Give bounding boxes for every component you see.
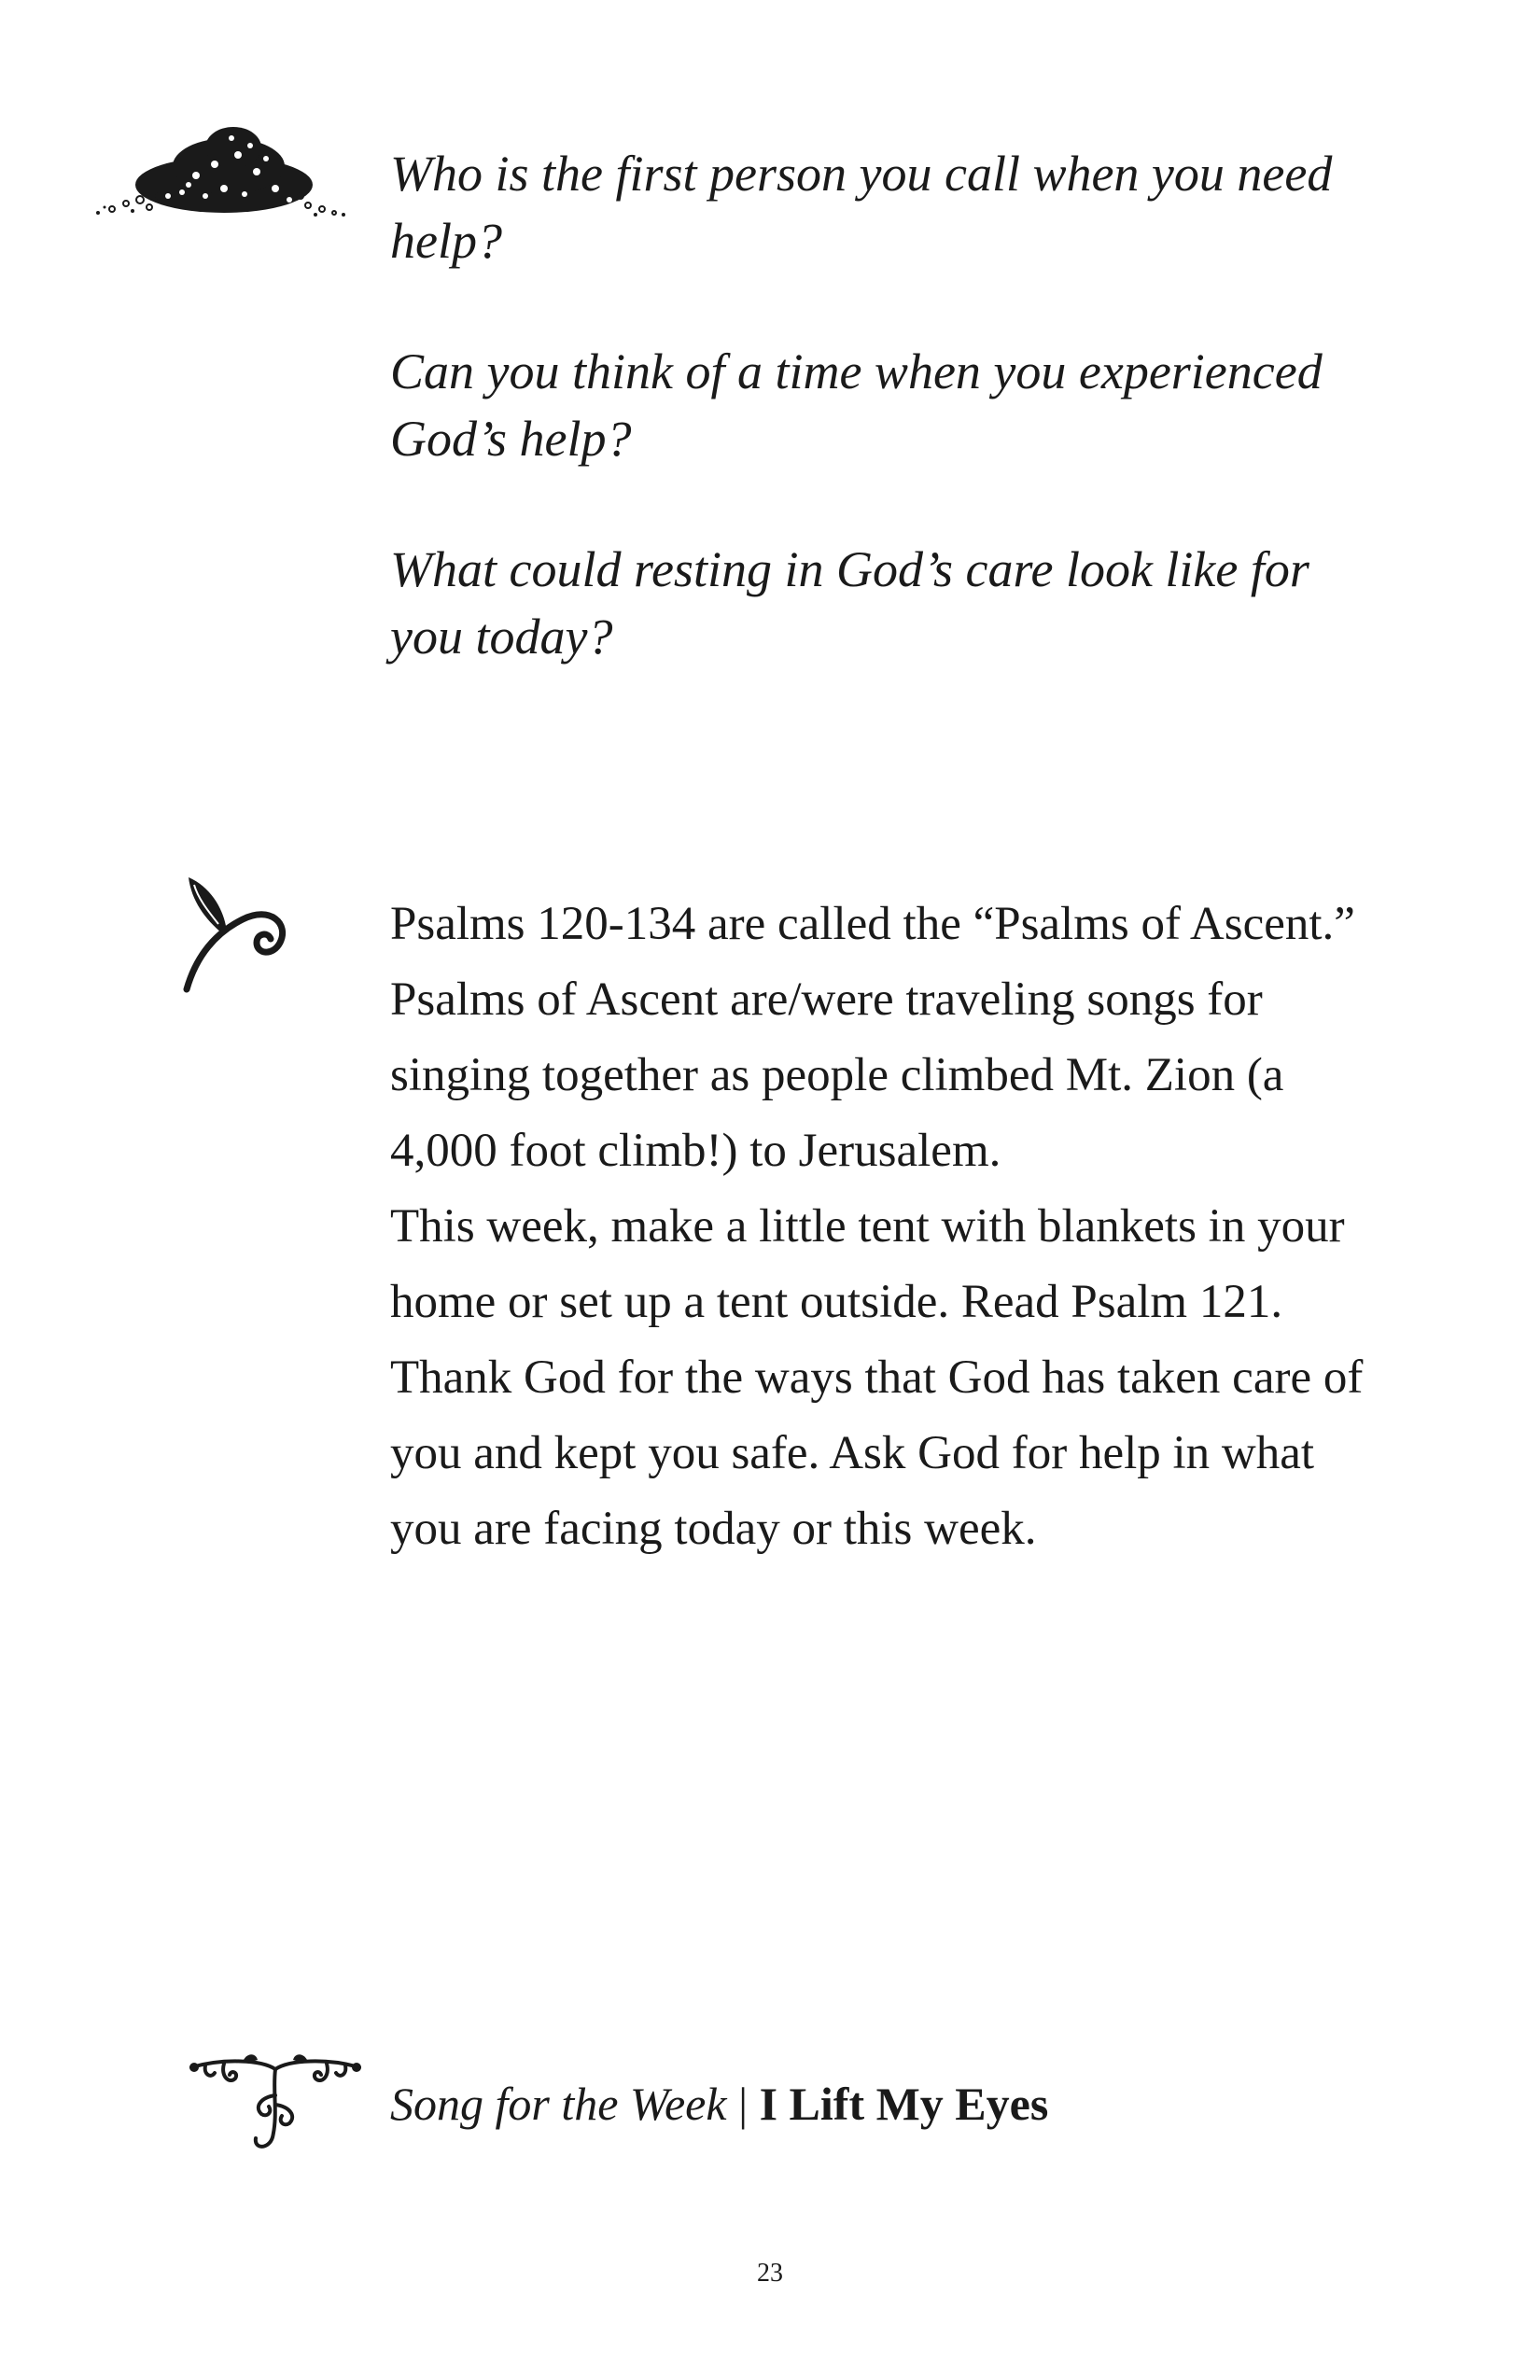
page-number: 23 — [757, 2259, 783, 2288]
mound-icon — [84, 110, 355, 231]
question-1: Who is the first person you call when you need help? — [390, 146, 1333, 269]
question-2: Can you think of a time when you experienced God’s help? — [390, 343, 1323, 467]
question-3: What could resting in God’s care look like for you today? — [390, 541, 1309, 665]
vine-ornament-icon — [187, 2049, 364, 2161]
activity-text — [390, 887, 1379, 1567]
sprout-icon — [177, 868, 308, 999]
song-title: I Lift My Eyes — [759, 2078, 1049, 2130]
song-separator: | — [738, 2078, 749, 2130]
activity-paragraph-1: Psalms 120-134 are called the “Psalms of Ascent.” Psalms of Ascent are/were traveling songs for singing together as people climbed Mt. Zion (a 4,000 foot climb!) to Jerusalem. — [390, 898, 1355, 1177]
song-for-the-week — [390, 2074, 1379, 2134]
song-label: Song for the Week — [390, 2078, 727, 2130]
activity-paragraph-2: This week, make a little tent with blankets in your home or set up a tent outside. Read Psalm 121. Thank God for the ways that God has taken care of you and kept you safe. Ask God for help in what you are facing today or this week. — [390, 1200, 1364, 1555]
reflection-questions — [390, 140, 1379, 734]
